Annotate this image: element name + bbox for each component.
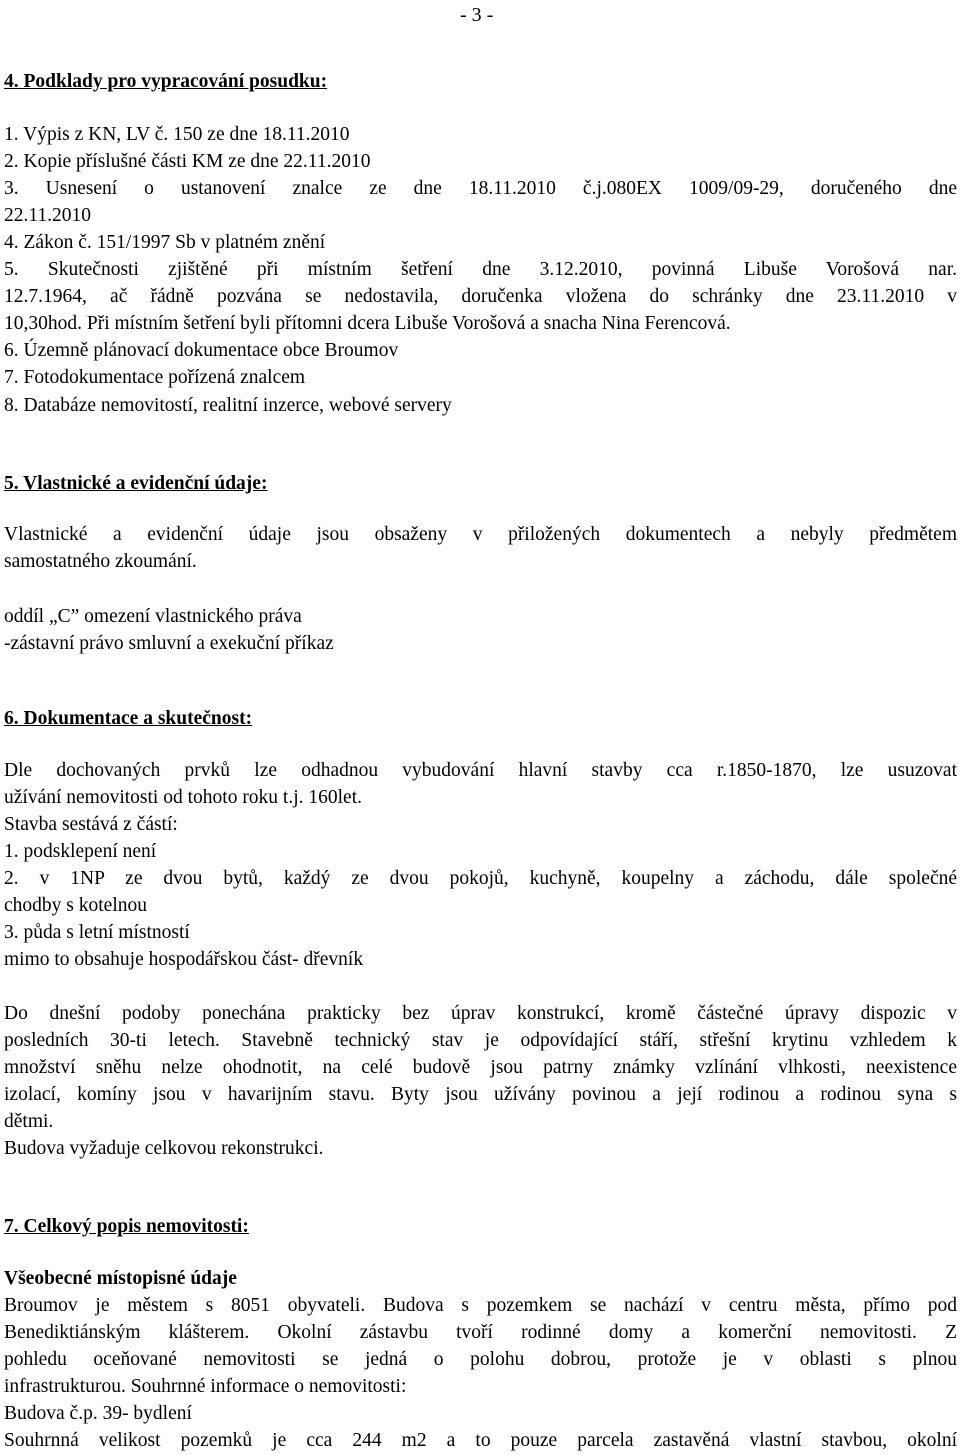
page-number: - 3 - xyxy=(460,4,494,26)
list-item: 12.7.1964, ač řádně pozvána se nedostavila, doručenka vložena do schránky dne 23.11.2010 v xyxy=(4,286,957,307)
section-4-heading: 4. Podklady pro vypracování posudku: xyxy=(4,71,328,92)
paragraph-line: užívání nemovitosti od tohoto roku t.j. 160let. xyxy=(4,787,363,808)
paragraph-line: Budova vyžaduje celkovou rekonstrukci. xyxy=(4,1138,324,1159)
paragraph-line: Souhrnná velikost pozemků je cca 244 m2 a to pouze parcela zastavěná vlastní stavbou, okolní xyxy=(4,1430,957,1451)
paragraph-line: Do dnešní podoby ponechána prakticky bez úprav konstrukcí, kromě částečné úpravy dispozic v xyxy=(4,1003,957,1024)
list-item: 2. v 1NP ze dvou bytů, každý ze dvou pokojů, kuchyně, koupelny a záchodu, dále společné xyxy=(4,868,957,889)
paragraph-line: mimo to obsahuje hospodářskou část- dřevník xyxy=(4,949,364,970)
list-item: 22.11.2010 xyxy=(4,205,92,226)
list-item: 10,30hod. Při místním šetření byli přítomni dcera Libuše Vorošová a snacha Nina Ferencová. xyxy=(4,313,731,334)
paragraph-line: -zástavní právo smluvní a exekuční příkaz xyxy=(4,633,334,654)
paragraph-line: Vlastnické a evidenční údaje jsou obsaženy v přiložených dokumentech a nebyly předmětem xyxy=(4,524,957,545)
list-item: 8. Databáze nemovitostí, realitní inzerce, webové servery xyxy=(4,395,452,416)
paragraph-line: oddíl „C” omezení vlastnického práva xyxy=(4,606,302,627)
paragraph-line: dětmi. xyxy=(4,1111,54,1132)
list-item: chodby s kotelnou xyxy=(4,895,147,916)
section-6-heading: 6. Dokumentace a skutečnost: xyxy=(4,708,253,729)
section-5-heading: 5. Vlastnické a evidenční údaje: xyxy=(4,473,268,494)
list-item: 1. podsklepení není xyxy=(4,841,157,862)
paragraph-line: izolací, komíny jsou v havarijním stavu. Byty jsou užívány povinou a její rodinou a rodinou syna s xyxy=(4,1084,957,1105)
paragraph-line: Budova č.p. 39- bydlení xyxy=(4,1403,192,1424)
list-item: 2. Kopie příslušné části KM ze dne 22.11.2010 xyxy=(4,151,371,172)
paragraph-line: posledních 30-ti letech. Stavebně technický stav je odpovídající stáří, střešní krytinu vzhledem k xyxy=(4,1030,957,1051)
paragraph-line: Dle dochovaných prvků lze odhadnou vybudování hlavní stavby cca r.1850-1870, lze usuzovat xyxy=(4,760,957,781)
paragraph-line: Broumov je městem s 8051 obyvateli. Budova s pozemkem se nachází v centru města, přímo pod xyxy=(4,1295,957,1316)
paragraph-line: Stavba sestává z částí: xyxy=(4,814,178,835)
section-7-heading: 7. Celkový popis nemovitosti: xyxy=(4,1216,249,1237)
paragraph-line: Benediktiánským klášterem. Okolní zástavbu tvoří rodinné domy a komerční nemovitosti. Z xyxy=(4,1322,957,1343)
list-item: 3. půda s letní místností xyxy=(4,922,190,943)
list-item: 7. Fotodokumentace pořízená znalcem xyxy=(4,367,306,388)
list-item: 1. Výpis z KN, LV č. 150 ze dne 18.11.2010 xyxy=(4,124,350,145)
paragraph-line: infrastrukturou. Souhrnné informace o nemovitosti: xyxy=(4,1376,407,1397)
list-item: 6. Územně plánovací dokumentace obce Broumov xyxy=(4,340,399,361)
list-item: 5. Skutečnosti zjištěné při místním šetření dne 3.12.2010, povinná Libuše Vorošová nar. xyxy=(4,259,957,280)
paragraph-line: množství sněhu nelze ohodnotit, na celé budově jsou patrny známky vzlínání vlhkosti, neexistence xyxy=(4,1057,957,1078)
list-item: 3. Usnesení o ustanovení znalce ze dne 18.11.2010 č.j.080EX 1009/09-29, doručeného dne xyxy=(4,178,957,199)
section-7-subheading: Všeobecné místopisné údaje xyxy=(4,1268,237,1289)
paragraph-line: pohledu oceňované nemovitosti se jedná o polohu dobrou, protože je v oblasti s plnou xyxy=(4,1349,957,1370)
list-item: 4. Zákon č. 151/1997 Sb v platném znění xyxy=(4,232,326,253)
paragraph-line: samostatného zkoumání. xyxy=(4,551,197,572)
